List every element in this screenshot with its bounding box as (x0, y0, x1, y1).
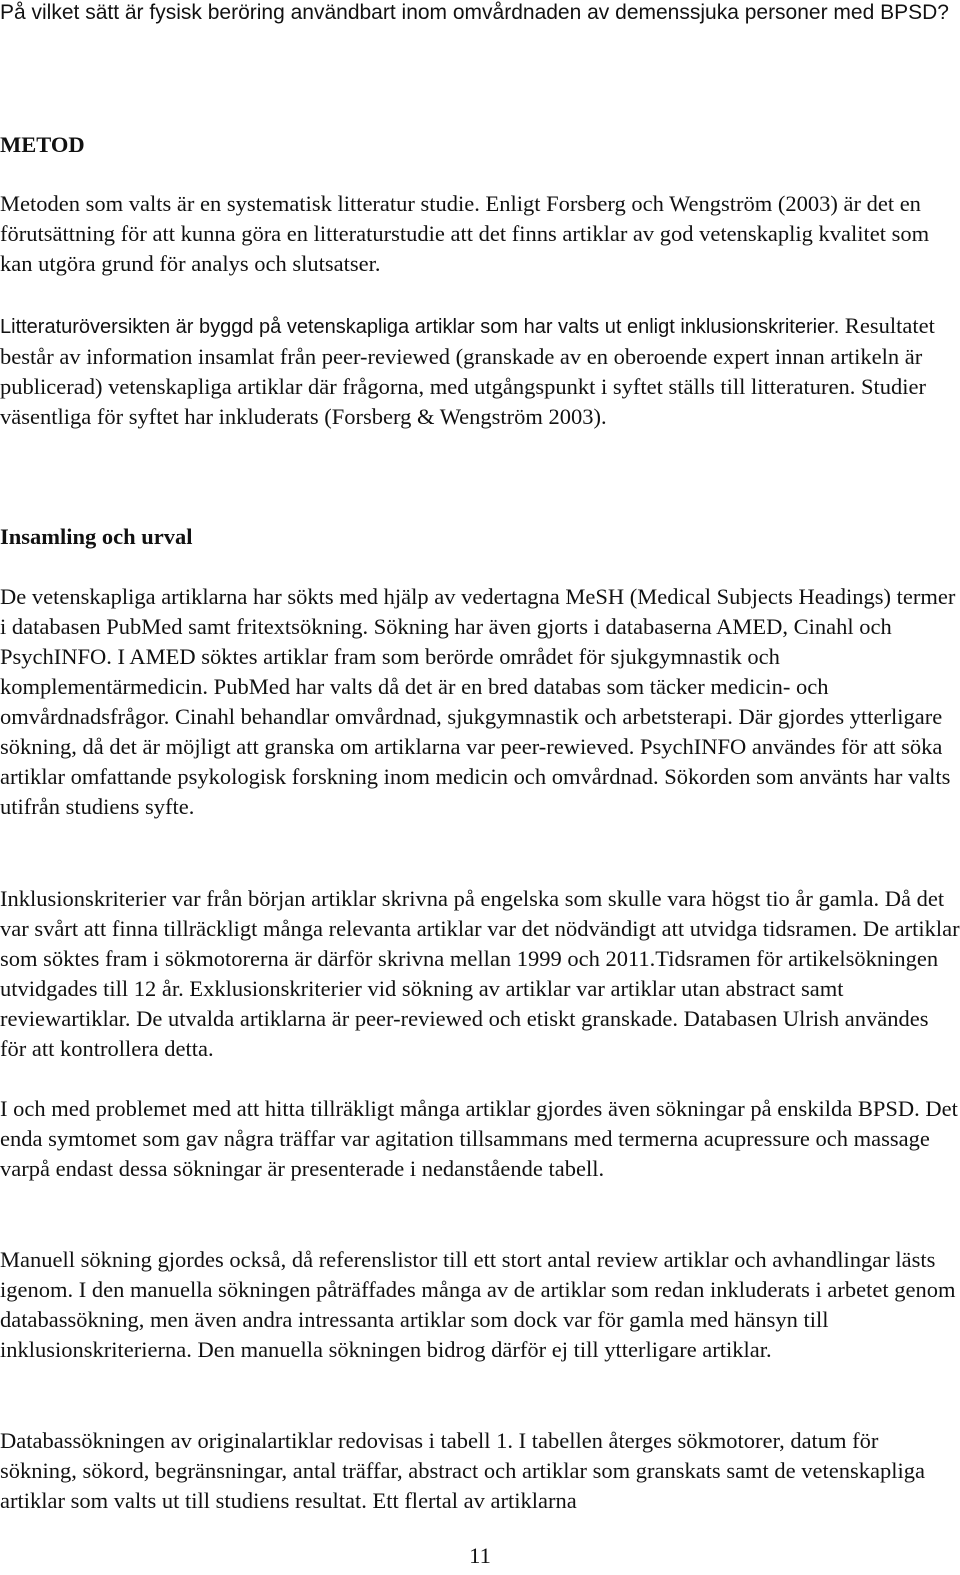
research-question: På vilket sätt är fysisk beröring användbart inom omvårdnaden av demenssjuka personer med BPSD? (0, 1, 949, 24)
section-heading: Insamling och urval (0, 524, 193, 549)
paragraph-bpsd-searches: I och med problemet med att hitta tillräkligt många artiklar gjordes även sökningar på enskilda BPSD. Det enda symtomet som gav några träffar var agitation tillsammans med termerna acupressure och massage varpå endast dessa sökningar är presenterade i nedanstående tabell. (0, 1096, 958, 1181)
paragraph-inclusion-criteria: Inklusionskriterier var från början artiklar skrivna på engelska som skulle vara högst tio år gamla. Då det var svårt att finna tillräckligt många relevanta artiklar var det nödvändigt att utvidga tidsramen. De artiklar som söktes fram i sökmotorerna är därför skrivna mellan 1999 och 2011.Tidsramen för artikelsökningen utvidgades till 12 år. Exklusionskriterier vid sökning av artiklar var artiklar utan abstract samt reviewartiklar. De utvalda artiklarna är peer-reviewed och etiskt granskade. Databasen Ulrish användes för att kontrollera detta. (0, 886, 960, 1061)
method-paragraph: Metoden som valts är en systematisk litteratur studie. Enligt Forsberg och Wengström (2003) är det en förutsättning för att kunna göra en litteraturstudie att det finns artiklar av god vetenskaplig kvalitet som kan utgöra grund för analys och slutsatser. (0, 191, 930, 276)
paragraph-search-databases: De vetenskapliga artiklarna har sökts med hjälp av vedertagna MeSH (Medical Subjects Headings) termer i databasen PubMed samt fritextsökning. Sökning har även gjorts i databaserna AMED, Cinahl och PsychINFO. I AMED söktes artiklar fram som berörde området för sjukgymnastik och komplementärmedicin. PubMed har valts då det är en bred databas som täcker medicin- och omvårdnadsfrågor. Cinahl behandlar omvårdnad, sjukgymnastik och arbetsterapi. Där gjordes ytterligare sökning, då det är möjligt att granska om artiklarna var peer-rewieved. PsychINFO användes för att söka artiklar omfattande psykologisk forskning inom medicin och omvårdnad. Sökorden som använts har valts utifrån studiens syfte. (0, 584, 956, 819)
overview-paragraph (0, 311, 960, 432)
method-heading: METOD (0, 132, 85, 157)
overview-serif-text: Resultatet består av information insamlat från peer-reviewed (granskade av en oberoende expert innan artikeln är publicerad) vetenskapliga artiklar där frågorna, med utgångspunkt i syftet ställs till litteraturen. Studier väsentliga för syftet har inkluderats (Forsberg & Wengström 2003). (0, 313, 935, 429)
paragraph-manual-search: Manuell sökning gjordes också, då referenslistor till ett stort antal review artiklar och avhandlingar lästs igenom. I den manuella sökningen påträffades många av de artiklar som redan inkluderats i arbetet genom databassökning, men även andra intressanta artiklar som dock var för gamla med hänsyn till inklusionskriterierna. Den manuella sökningen bidrog därför ej till ytterligare artiklar. (0, 1247, 956, 1362)
page-number: 11 (469, 1543, 491, 1568)
overview-sans-text: Litteraturöversikten är byggd på vetenskapliga artiklar som har valts ut enligt inklusionskriterier. (0, 316, 840, 338)
paragraph-database-table: Databassökningen av originalartiklar redovisas i tabell 1. I tabellen återges sökmotorer, datum för sökning, sökord, begränsningar, antal träffar, abstract och artiklar som granskats samt de vetenskapliga artiklar som valts ut till studiens resultat. Ett flertal av artiklarna (0, 1428, 926, 1513)
